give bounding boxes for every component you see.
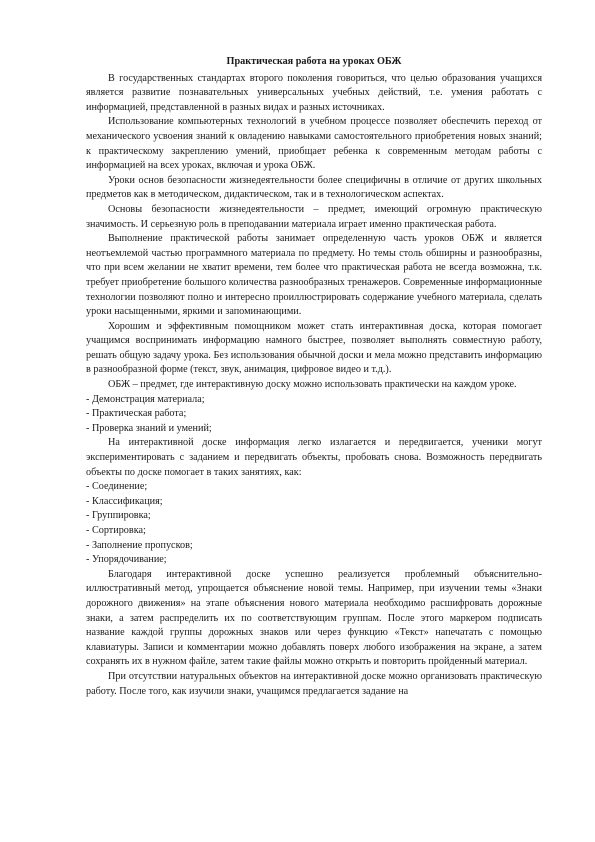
- paragraph-3: Уроки основ безопасности жизнедеятельности более специфичны в отличие от других школьных предметов как в методическом, дидактическом, так и в технологическом аспектах.: [86, 174, 542, 201]
- list-item: - Соединение;: [86, 481, 148, 493]
- page-title: Практическая работа на уроках ОБЖ: [226, 56, 402, 67]
- paragraph-1: В государственных стандартах второго поколения говориться, что целью образования учащихся является развитие познавательных универсальных учебных действий, т.е. умения работать с информацией, представленной в разных видах и разных источниках.: [86, 72, 542, 113]
- list-item: - Классификация;: [86, 495, 163, 507]
- paragraph-2: Использование компьютерных технологий в учебном процессе позволяет обеспечить переход от механического усвоения знаний к овладению навыками самостоятельного приобретения новых знаний; к практическому закреплению умений, приобщает ребенка к современным методам работы с информацией на всех уроках, включая и урока ОБЖ.: [86, 116, 542, 172]
- paragraph-9: Благодаря интерактивной доске успешно реализуется проблемный объяснительно-иллюстративный метод, упрощается объяснение новой темы. Например, при изучении темы «Знаки дорожного движения» на этапе объяснения нового материала необходимо расшифровать дорожные знаки, а затем распределить их по соответствующим группам. После этого маркером подписать название каждой группы дорожных знаков или через функцию «Текст» напечатать с помощью клавиатуры. Записи и комментарии можно добавлять поверх любого изображения на экране, а затем сохранять их в нужном файле, затем такие файлы можно открыть и повторить пройденный материал.: [86, 568, 542, 668]
- paragraph-5: Выполнение практической работы занимает определенную часть уроков ОБЖ и является неотъемлемой частью программного материала по предмету. Но темы столь обширны и разнообразны, что при всем желании не хватит времени, тем более что практическая работа не всегда возможна, т.к. требует приобретение большого количества разнообразных тренажеров. Современные информационные технологии позволяют полно и интересно проиллюстрировать содержание учебного материала, сделать уроки насыщенными, яркими и запоминающими.: [86, 233, 542, 318]
- paragraph-4: Основы безопасности жизнедеятельности – предмет, имеющий огромную практическую значимость. И серьезную роль в преподавании материала играет именно практическая работа.: [86, 203, 542, 230]
- list-item: - Группировка;: [86, 510, 151, 522]
- paragraph-10: При отсутствии натуральных объектов на интерактивной доске можно организовать практическую работу. После того, как изучили знаки, учащимся предлагается задание на: [86, 670, 542, 697]
- activity-list: [86, 480, 542, 568]
- usage-list: [86, 393, 542, 437]
- list-item: - Практическая работа;: [86, 408, 187, 420]
- list-item: - Сортировка;: [86, 525, 146, 536]
- list-item: - Проверка знаний и умений;: [86, 422, 212, 434]
- list-item: - Упорядочивание;: [86, 554, 167, 566]
- list-item: - Демонстрация материала;: [86, 393, 205, 405]
- paragraph-7: ОБЖ – предмет, где интерактивную доску можно использовать практически на каждом уроке.: [108, 379, 517, 391]
- list-item: - Заполнение пропусков;: [86, 539, 193, 551]
- paragraph-6: Хорошим и эффективным помощником может стать интерактивная доска, которая помогает учащимся воспринимать информацию намного быстрее, позволяет выполнять совместную работу, решать общую задачу урока. Без использования обычной доски и мела можно представить информацию в разнообразной форме (текст, звук, анимация, цифровое видео и т.д.).: [86, 320, 542, 376]
- paragraph-8: На интерактивной доске информация легко излагается и передвигается, ученики могут экспериментировать с заданием и передвигать объекты, пробовать снова. Возможность передвигать объекты по доске помогает в таких занятиях, как:: [86, 437, 542, 478]
- document-page: [86, 55, 542, 699]
